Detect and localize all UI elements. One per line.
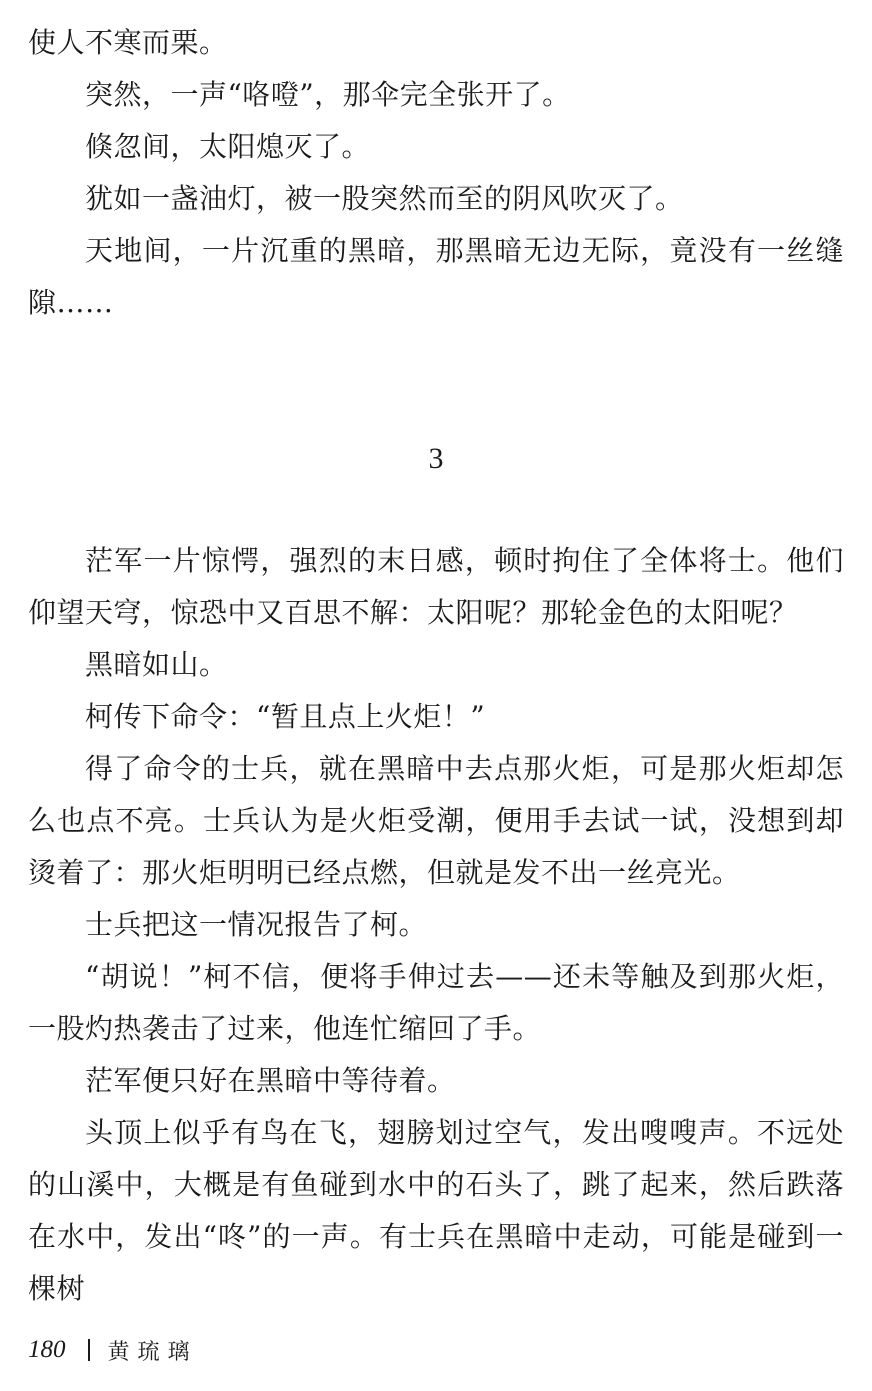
section-number: 3 [428,442,444,475]
page-footer [28,1330,198,1370]
paragraph: 突然，一声“咯噔”，那伞完全张开了。 [85,78,571,111]
paragraph: 犹如一盏油灯，被一股突然而至的阴风吹灭了。 [85,182,684,215]
paragraph: 黑暗如山。 [85,648,228,681]
paragraph: 柯传下命令：“暂且点上火炬！” [85,700,486,733]
section-text-block [28,535,844,1315]
paragraph: 士兵把这一情况报告了柯。 [85,908,428,941]
running-head: 黄琉璃 [107,1339,198,1365]
paragraph: “胡说！”柯不信，便将手伸过去——还未等触及到那火炬，一股灼热袭击了过来，他连忙缩回了手。 [28,960,844,1045]
continued-text-block [28,17,844,329]
paragraph: 天地间，一片沉重的黑暗，那黑暗无边无际，竟没有一丝缝隙…… [28,234,844,319]
page-number: 180 [28,1336,66,1363]
paragraph-continued: 使人不寒而栗。 [28,26,228,59]
paragraph: 头顶上似乎有鸟在飞，翅膀划过空气，发出嗖嗖声。不远处的山溪中，大概是有鱼碰到水中的石头了，跳了起来，然后跌落在水中，发出“咚”的一声。有士兵在黑暗中走动，可能是碰到一棵树 [28,1116,844,1305]
paragraph: 倏忽间，太阳熄灭了。 [85,130,371,163]
paragraph: 得了命令的士兵，就在黑暗中去点那火炬，可是那火炬却怎么也点不亮。士兵认为是火炬受潮，便用手去试一试，没想到却烫着了：那火炬明明已经点燃，但就是发不出一丝亮光。 [28,752,844,889]
paragraph: 茫军一片惊愕，强烈的末日感，顿时拘住了全体将士。他们仰望天穹，惊恐中又百思不解：太阳呢？那轮金色的太阳呢？ [28,544,844,629]
footer-divider [88,1339,90,1361]
paragraph: 茫军便只好在黑暗中等待着。 [85,1064,456,1097]
